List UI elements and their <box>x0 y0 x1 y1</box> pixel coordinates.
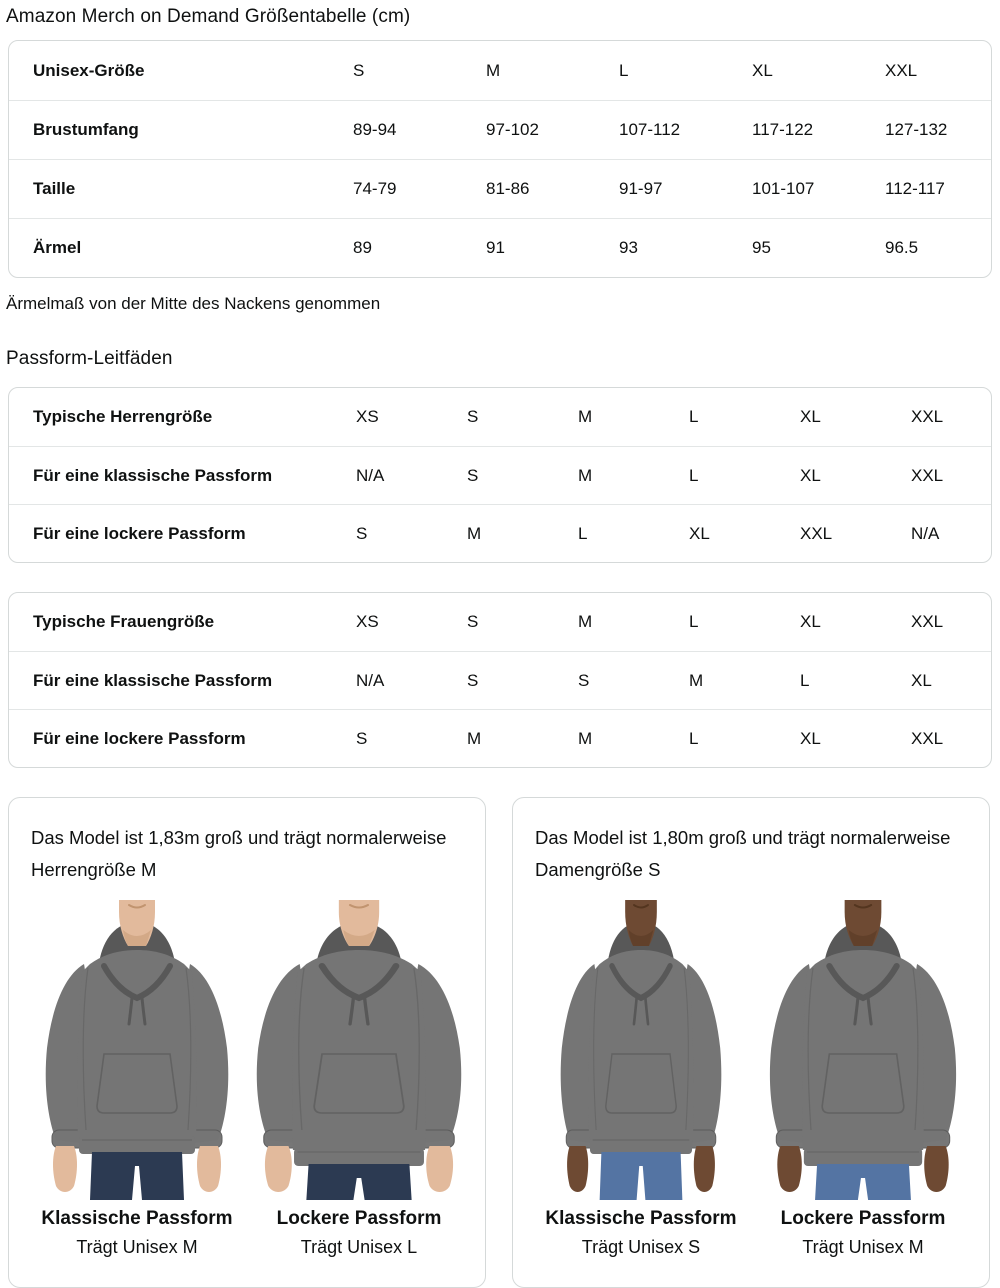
table-cell: XS <box>356 612 379 631</box>
table-cell: 101-107 <box>752 179 815 198</box>
table-cell: S <box>356 523 368 543</box>
fit-guides-heading: Passform-Leitfäden <box>6 348 173 369</box>
row-label: Unisex-Größe <box>33 60 145 80</box>
table-cell: S <box>353 60 365 80</box>
row-label: Taille <box>33 179 76 198</box>
table-row <box>9 709 991 767</box>
model-cards-row <box>8 797 992 1288</box>
table-cell: 81-86 <box>486 179 530 198</box>
table-cell: XL <box>800 728 821 748</box>
table-cell: 112-117 <box>885 179 945 198</box>
table-cell: 91-97 <box>619 179 663 198</box>
table-cell: S <box>467 407 479 426</box>
model-photo-female-loose <box>757 900 969 1200</box>
figure-block-loose <box>253 900 465 1258</box>
table-cell: N/A <box>356 465 385 485</box>
table-cell: XL <box>800 465 821 485</box>
table-cell: L <box>689 465 699 485</box>
row-label: Für eine klassische Passform <box>33 465 273 485</box>
table-cell: L <box>800 670 810 690</box>
table-cell: S <box>356 728 368 748</box>
model-photo-female-classic <box>535 900 747 1200</box>
row-label: Brustumfang <box>33 120 139 139</box>
table-cell: XL <box>911 670 932 690</box>
womens-fit-table <box>8 592 992 768</box>
model-photo-male-classic <box>31 900 243 1200</box>
table-cell: N/A <box>911 523 940 543</box>
table-cell: XS <box>356 407 379 426</box>
table-row <box>9 41 991 100</box>
table-cell: XL <box>800 612 821 631</box>
row-label: Für eine lockere Passform <box>33 728 246 748</box>
row-label: Für eine lockere Passform <box>33 523 246 543</box>
table-cell: XL <box>689 523 710 543</box>
table-cell: XL <box>800 407 821 426</box>
table-cell: 91 <box>486 238 505 257</box>
table-cell: M <box>578 728 593 748</box>
unisex-size-table <box>8 40 992 278</box>
figures-row <box>31 900 465 1258</box>
table-cell: M <box>486 60 501 80</box>
table-cell: XXL <box>911 407 944 426</box>
table-cell: N/A <box>356 670 385 690</box>
table-row <box>9 651 991 709</box>
fit-label: Lockere Passform <box>780 1208 946 1229</box>
mens-fit-table <box>8 387 992 563</box>
table-row <box>9 218 991 277</box>
row-label: Ärmel <box>33 238 82 257</box>
table-cell: XXL <box>911 612 944 631</box>
table-row <box>9 100 991 159</box>
table-cell: M <box>578 407 593 426</box>
table-cell: 127-132 <box>885 120 948 139</box>
table-cell: S <box>467 612 479 631</box>
table-row <box>9 593 991 651</box>
table-cell: 107-112 <box>619 120 681 139</box>
table-cell: XXL <box>800 523 833 543</box>
row-label: Für eine klassische Passform <box>33 670 273 690</box>
sleeve-measure-footnote: Ärmelmaß von der Mitte des Nackens genommen <box>6 294 381 313</box>
figure-captions <box>41 1208 232 1258</box>
table-cell: S <box>467 465 479 485</box>
table-cell: XXL <box>911 465 944 485</box>
table-cell: 117-122 <box>752 120 814 139</box>
table-row <box>9 504 991 562</box>
table-cell: M <box>578 612 593 631</box>
fit-label: Lockere Passform <box>276 1208 442 1229</box>
row-label: Typische Frauengröße <box>33 612 215 631</box>
table-cell: 89-94 <box>353 120 397 139</box>
figure-block-classic <box>535 900 747 1258</box>
table-cell: L <box>689 612 699 631</box>
size-label: Trägt Unisex S <box>581 1237 701 1257</box>
figure-captions <box>545 1208 736 1258</box>
table-cell: XXL <box>911 728 944 748</box>
table-cell: XXL <box>885 60 918 80</box>
fit-label: Klassische Passform <box>545 1208 737 1229</box>
table-cell: S <box>467 670 479 690</box>
table-cell: M <box>578 465 593 485</box>
figure-block-loose <box>757 900 969 1258</box>
table-cell: L <box>578 523 588 543</box>
model-description: Das Model ist 1,83m groß und trägt normalerweise Herrengröße M <box>31 827 447 880</box>
table-cell: M <box>689 670 704 690</box>
fit-label: Klassische Passform <box>41 1208 233 1229</box>
size-label: Trägt Unisex M <box>802 1237 924 1257</box>
model-photo-male-loose <box>253 900 465 1200</box>
table-cell: 93 <box>619 238 638 257</box>
table-cell: 74-79 <box>353 179 397 198</box>
table-cell: 97-102 <box>486 120 539 139</box>
model-description: Das Model ist 1,80m groß und trägt normalerweise Damengröße S <box>535 827 951 880</box>
table-row <box>9 159 991 218</box>
table-cell: L <box>689 407 699 426</box>
table-cell: L <box>689 728 699 748</box>
table-cell: XL <box>752 60 773 80</box>
table-row <box>9 388 991 446</box>
figure-captions <box>277 1208 442 1258</box>
table-cell: M <box>467 523 482 543</box>
model-card-mens <box>8 797 486 1288</box>
model-card-womens <box>512 797 990 1288</box>
figures-row <box>535 900 969 1258</box>
table-cell: 95 <box>752 238 771 257</box>
table-cell: S <box>578 670 590 690</box>
page-title: Amazon Merch on Demand Größentabelle (cm) <box>6 6 411 27</box>
table-cell: M <box>467 728 482 748</box>
size-label: Trägt Unisex M <box>76 1237 198 1257</box>
figure-captions <box>781 1208 946 1258</box>
table-cell: 89 <box>353 238 372 257</box>
table-cell: 96.5 <box>885 238 919 257</box>
row-label: Typische Herrengröße <box>33 407 213 426</box>
table-row <box>9 446 991 504</box>
figure-block-classic <box>31 900 243 1258</box>
table-cell: L <box>619 60 629 80</box>
size-label: Trägt Unisex L <box>300 1237 418 1257</box>
